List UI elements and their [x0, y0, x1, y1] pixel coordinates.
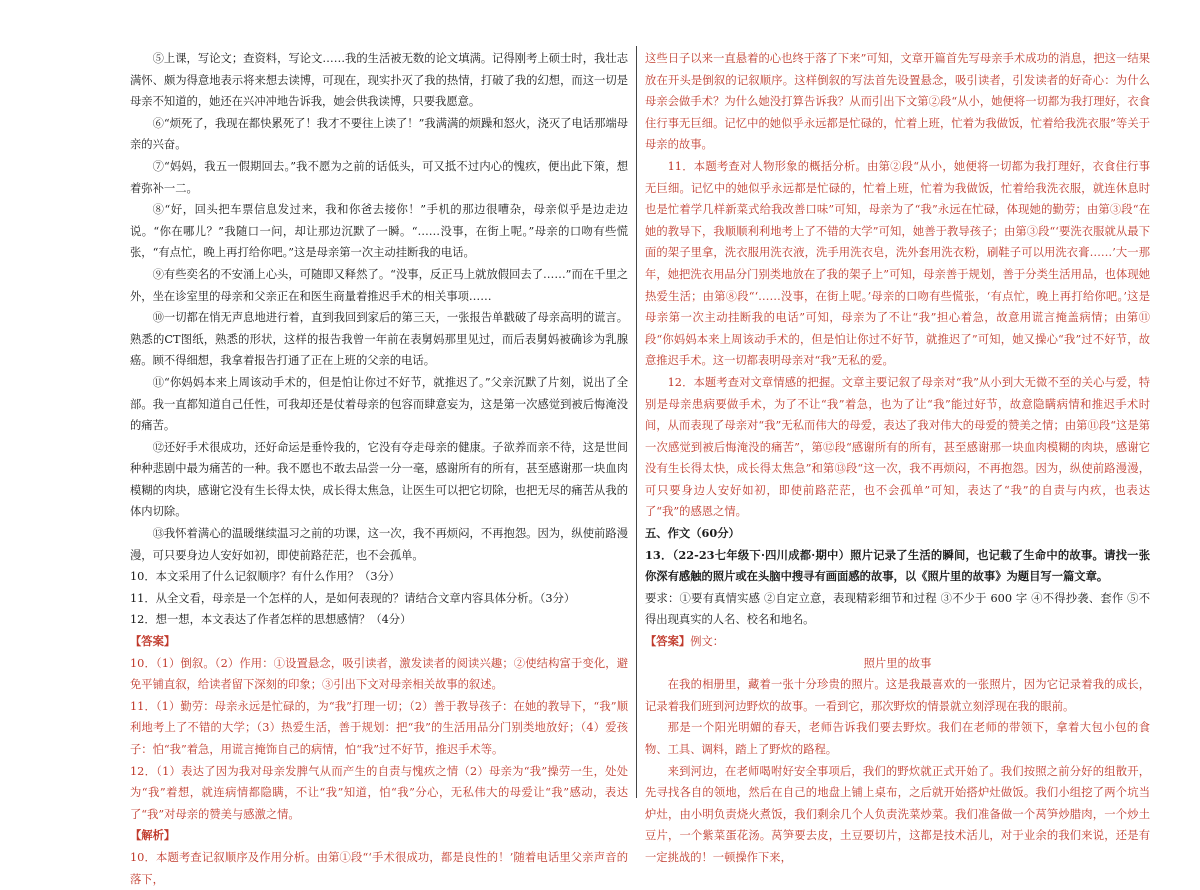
essay-answer-tag: 【答案】	[645, 634, 691, 649]
answer-10: 10．（1）倒叙。（2）作用：①设置悬念，吸引读者，激发读者的阅读兴趣；②使结构富于变化，避免平铺直叙，给读者留下深刻的印象；③引出下文对母亲相关故事的叙述。	[130, 656, 628, 692]
section-heading: 五、作文（60分）	[645, 526, 740, 541]
question-12: 12．想一想，本文表达了作者怎样的思想感情？（4分）	[130, 613, 412, 627]
paragraph-11: ⑪“你妈妈本来上周该动手术的，但是怕让你过不好节，就推迟了。”父亲沉默了片刻，说出了全部。我一直都知道自己任性，可我却还是仗着母亲的包容而肆意妄为，这是第一次感觉到被后悔淹没的痛苦。	[130, 375, 628, 433]
essay-answer-line	[645, 631, 1150, 653]
analysis-11: 11．本题考查对人物形象的概括分析。由第②段“从小，她便将一切都为我打理好，衣食住行事无巨细。记忆中的她似乎永远都是忙碌的，忙着上班，忙着为我做饭，忙着给我洗衣服，就连休息时也是忙着学几样新菜式给我改善口味”可知，母亲为了“我”永远在忙碌，体现她的勤劳；由第③段“在她的教导下，我顺顺利利地考上了不错的大学”可知，她善于教导孩子；由第③段“‘要洗衣服就从最下面的架子里拿，洗衣服用洗衣液，洗手用洗衣皂，洗外套用洗衣粉，刷鞋子可以用洗衣膏……’大一那年，她把洗衣用品分门别类地放在了我的架子上”可知，母亲善于规划，善于分类生活用品，也体现她热爱生活；由第⑧段“‘……没事，在街上呢。’母亲的口吻有些慌张，‘有点忙，晚上再打给你吧。’这是母亲第一次主动挂断我的电话”可知，母亲为了不让“我”担心着急，故意用谎言掩盖病情；由第⑪段“你妈妈本来上周该动手术的，但是怕让你过不好节，就推迟了”可知，她又操心“我”过不好节，故意推迟手术。这一切都表明母亲对“我”无私的爱。	[645, 159, 1150, 368]
paragraph-10: ⑩一切都在悄无声息地进行着，直到我回到家后的第三天，一张报告单戳破了母亲高明的谎言。熟悉的CT图纸，熟悉的形状，这样的报告我曾一年前在表舅妈那里见过，而后表舅妈被确诊为乳腺癌。顾不得细想，我拿着报告打通了正在上班的父亲的电话。	[130, 311, 628, 368]
right-column	[645, 48, 1150, 869]
paragraph-7: ⑦“妈妈，我五一假期回去。”我不愿为之前的话低头，可又抵不过内心的愧疚，便出此下策，想着弥补一二。	[130, 159, 628, 195]
paragraph-5: ⑤上课，写论文；查资料，写论文……我的生活被无数的论文填满。记得刚考上硕士时，我壮志满怀、颇为得意地表示将来想去读博，可现在，现实扑灭了我的热情，打破了我的幻想，而这一切是母亲不知道的，她还在兴冲冲地告诉我，她会供我读博，只要我愿意。	[130, 52, 628, 109]
essay-paragraph-3: 来到河边，在老师喝咐好安全事项后，我们的野炊就正式开始了。我们按照之前分好的组散开，先寻找各自的领地，然后在自己的地盘上铺上桌布，之后就开始搭炉灶做饭。我们小组挖了两个坑当炉灶，由小明负责烧火煮饭，我们剩余几个人负责洗菜炒菜。我们准备做一个莴笋炒腊肉，一个炒土豆片，一个紫菜蛋花汤。莴笋要去皮，土豆要切片，这都是技术活儿，对于业余的我们来说，还是有一定挑战的！一顿操作下来，	[645, 764, 1150, 864]
paragraph-8: ⑧“好，回头把车票信息发过来，我和你爸去接你！”手机的那边很嘈杂，母亲似乎是边走边说。“你在哪儿？”我随口一问，却让那边沉默了一瞬。“……没事，在街上呢。”母亲的口吻有些慌张，“有点忙，晚上再打给你吧。”这是母亲第一次主动挂断我的电话。	[130, 203, 628, 260]
paragraph-9: ⑨有些奕名的不安涌上心头，可随即又释然了。“没事，反正马上就放假回去了……”而在千里之外，坐在诊室里的母亲和父亲正在和医生商量着推迟手术的相关事项……	[130, 267, 628, 303]
question-13: 13．（22-23七年级下·四川成都·期中）照片记录了生活的瞬间，也记载了生命中的故事。请找一张你深有感触的照片或在头脑中搜寻有画面感的故事，以《照片里的故事》为题目写一篇文章。	[645, 547, 1150, 584]
analysis-tag: 【解析】	[130, 828, 176, 843]
column-divider	[636, 46, 637, 798]
essay-title: 照片里的故事	[863, 656, 932, 670]
paragraph-13: ⑬我怀着满心的温暖继续温习之前的功课，这一次，我不再烦闷，不再抱怨。因为，纵使前路漫漫，可只要身边人安好如初，即使前路茫茫，也不会孤单。	[130, 527, 628, 562]
analysis-12: 12．本题考查对文章情感的把握。文章主要记叙了母亲对“我”从小到大无微不至的关心与爱，特别是母亲患病要做手术，为了不让“我”着急，也为了让“我”能过好节，故意隐瞒病情和推迟手术时间，从而表现了母亲对“我”无私而伟大的母爱，表达了我对伟大的母爱的赞美之情；由第⑪段“这是第一次感觉到被后悔淹没的痛苦”，第⑫段“感谢所有的所有，甚至感谢那一块血肉模糊的肉块，感谢它没有生长得太快，成长得太焦急”和第⑬段“这一次，我不再烦闷，不再抱怨。因为，纵使前路漫漫，可只要身边人安好如初，即使前路茫茫，也不会孤单”可知，表达了“我”的自责与内疚，也表达了“我”的感恩之情。	[645, 375, 1150, 519]
essay-requirements: 要求：①要有真情实感 ②自定立意，表现精彩细节和过程 ③不少于 600 字 ④不得抄袭、套作 ⑤不得出现真实的人名、校名和地名。	[645, 591, 1150, 627]
analysis-10-cont: 这些日子以来一直悬着的心也终于落了下来”可知，文章开篇首先写母亲手术成功的消息，把这一结果放在开头是倒叙的记叙顺序。这样倒叙的写法首先设置悬念，吸引读者，引发读者的好奇心：为什么母亲会做手术？为什么她没打算告诉我？从而引出下文第②段“从小，她便将一切都为我打理好，衣食住行事无巨细。记忆中的她似乎永远都是忙碌的，忙着上班，忙着为我做饭，忙着给我洗衣服”等关于母亲的故事。	[645, 52, 1150, 152]
answer-11: 11．（1）勤劳：母亲永远是忙碌的，为“我”打理一切；（2）善于教导孩子：在她的教导下，“我”顺利地考上了不错的大学；（3）热爱生活，善于规划：把“我”的生活用品分门别类地放好；（4）爱孩子：怕“我”着急，用谎言掩饰自己的病情，怕“我”过不好节，推迟手术等。	[130, 699, 628, 756]
answer-tag: 【答案】	[130, 634, 176, 649]
question-10: 10．本文采用了什么记叙顺序？有什么作用？（3分）	[130, 570, 401, 584]
question-11: 11．从全文看，母亲是一个怎样的人，是如何表现的？请结合文章内容具体分析。（3分）	[130, 591, 576, 605]
essay-paragraph-2: 那是一个阳光明媚的春天，老师告诉我们要去野炊。我们在老师的带领下，拿着大包小包的食物、工具、调料，踏上了野炊的路程。	[645, 721, 1150, 756]
paragraph-12: ⑫还好手术很成功，还好命运是垂怜我的，它没有夺走母亲的健康。子欲养而亲不待，这是世间种种悲剧中最为痛苦的一种。我不愿也不敢去品尝一分一毫，感谢所有的所有，甚至感谢那一块血肉模糊的肉块，感谢它没有生长得太快，成长得太焦急，让医生可以把它切除，也把无尽的痛苦从我的体内切除。	[130, 440, 628, 519]
analysis-10-start: 10．本题考查记叙顺序及作用分析。由第①段“‘手术很成功，都是良性的！’随着电话里父亲声音的落下，	[130, 850, 628, 886]
essay-paragraph-1: 在我的相册里，藏着一张十分珍贵的照片。这是我最喜欢的一张照片，因为它记录着我的成长，记录着我们班到河边野炊的故事。一看到它，那次野炊的情景就立刻浮现在我的眼前。	[645, 678, 1150, 713]
answer-12: 12．（1）表达了因为我对母亲发脾气从而产生的自责与愧疚之情（2）母亲为“我”操劳一生，处处为“我”着想，就连病情都隐瞒，不让“我”知道，怕“我”分心，无私伟大的母爱让“我”感动，表达了“我”对母亲的赞美与感激之情。	[130, 764, 628, 821]
essay-answer-label: 例文：	[690, 635, 725, 649]
left-column	[130, 48, 628, 890]
paragraph-6: ⑥“烦死了，我现在都快累死了！我才不要往上读了！”我满满的烦躁和怒火，浇灭了电话那端母亲的兴奋。	[130, 116, 628, 152]
